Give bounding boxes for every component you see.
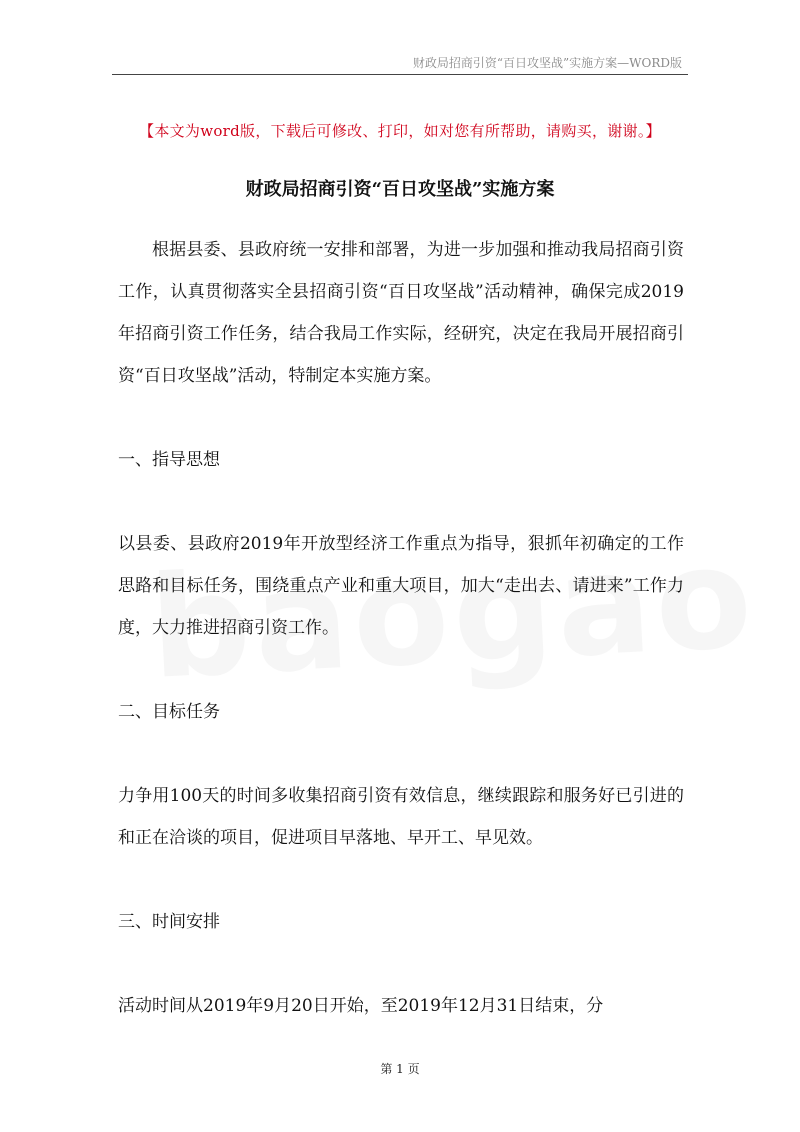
guiding-ideology-paragraph: 以县委、县政府2019年开放型经济工作重点为指导，狠抓年初确定的工作思路和目标任务，围绕重点产业和重大项目，加大“走出去、请进来”工作力度，大力推进招商引资工作。 [118,534,684,638]
schedule-paragraph: 活动时间从2019年9月20日开始，至2019年12月31日结束，分 [118,996,604,1016]
objectives-paragraph: 力争用100天的时间多收集招商引资有效信息，继续跟踪和服务好已引进的和正在洽谈的项目，促进项目早落地、早开工、早见效。 [118,786,684,848]
header-rule [112,74,688,75]
section-heading-schedule: 三、时间安排 [118,912,220,932]
running-header: 财政局招商引资“百日攻坚战”实施方案—WORD版 [412,56,682,70]
purchase-notice: 【本文为word版，下载后可修改、打印，如对您有所帮助，请购买，谢谢。】 [139,122,661,140]
document-title: 财政局招商引资“百日攻坚战”实施方案 [245,179,555,200]
section-heading-guiding-ideology: 一、指导思想 [118,450,220,470]
section-heading-objectives: 二、目标任务 [118,702,220,722]
intro-paragraph: 根据县委、县政府统一安排和部署，为进一步加强和推动我局招商引资工作，认真贯彻落实全县招商引资“百日攻坚战”活动精神，确保完成2019年招商引资工作任务，结合我局工作实际，经研究，决定在我局开展招商引资“百日攻坚战”活动，特制定本实施方案。 [118,240,684,386]
page-number: 第 1 页 [380,1062,420,1076]
